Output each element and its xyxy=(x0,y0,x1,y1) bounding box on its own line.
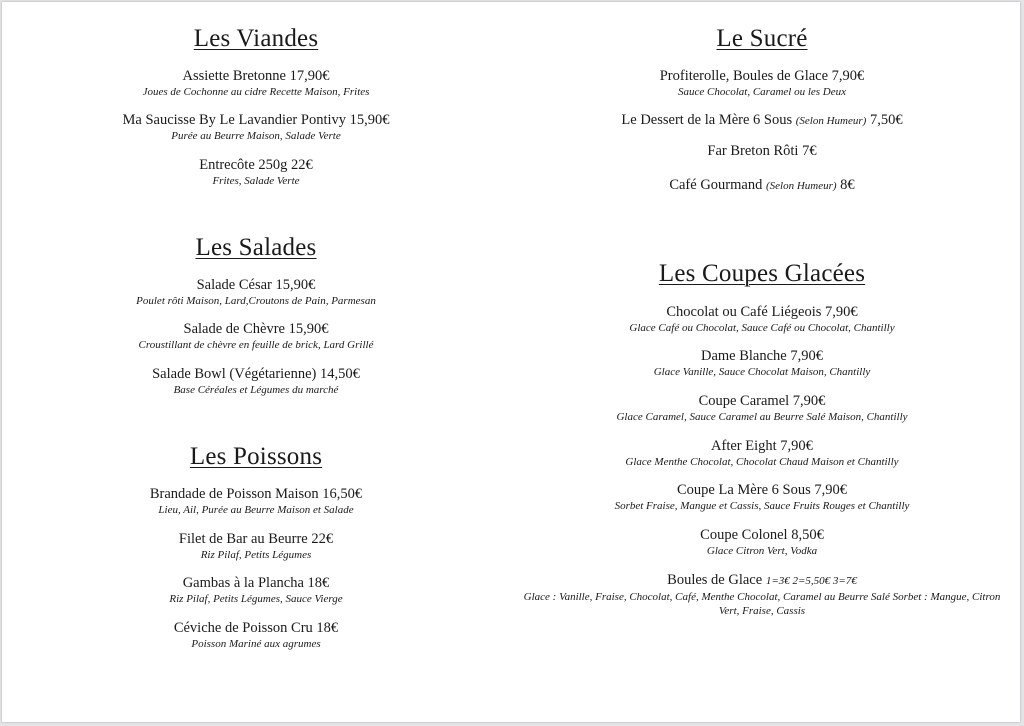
menu-item xyxy=(502,304,1022,335)
item-desc: Purée au Beurre Maison, Salade Verte xyxy=(171,130,341,142)
menu-item xyxy=(502,112,1022,130)
item-name: Entrecôte 250g 22€ xyxy=(199,157,313,173)
menu-item xyxy=(2,321,510,352)
item-desc: Glace Caramel, Sauce Caramel au Beurre Salé Maison, Chantilly xyxy=(616,411,908,423)
section-title-salades: Les Salades xyxy=(195,234,317,261)
item-name-text: Le Dessert de la Mère 6 Sous xyxy=(621,112,796,128)
item-desc: Croustillant de chèvre en feuille de brick, Lard Grillé xyxy=(138,339,374,351)
item-name: Coupe Caramel 7,90€ xyxy=(698,393,826,409)
item-name: Salade de Chèvre 15,90€ xyxy=(183,321,329,337)
item-name: Ma Saucisse By Le Lavandier Pontivy 15,90€ xyxy=(122,112,390,128)
menu-item xyxy=(502,393,1022,424)
item-desc: Glace : Vanille, Fraise, Chocolat, Café, Menthe Chocolat, Caramel au Beurre Salé Sorbet : Mangue, Citron Vert, Fraise, Cassis xyxy=(523,591,1001,617)
item-name xyxy=(502,572,1022,590)
section-title-sucre: Le Sucré xyxy=(716,25,808,52)
section-title-poissons: Les Poissons xyxy=(189,443,323,470)
menu-item xyxy=(2,277,510,308)
menu-item xyxy=(2,486,510,517)
menu-item xyxy=(502,438,1022,469)
item-name: Salade César 15,90€ xyxy=(196,277,316,293)
menu-item xyxy=(2,620,510,651)
item-name: Filet de Bar au Beurre 22€ xyxy=(178,531,334,547)
menu-item xyxy=(502,482,1022,513)
menu-page xyxy=(2,2,1020,722)
item-name xyxy=(502,112,1022,130)
item-name-text: Boules de Glace xyxy=(667,572,766,588)
item-name: After Eight 7,90€ xyxy=(711,438,813,454)
menu-item xyxy=(502,572,1022,618)
item-desc: Frites, Salade Verte xyxy=(212,175,300,187)
item-name: Coupe La Mère 6 Sous 7,90€ xyxy=(677,482,847,498)
section-sucre xyxy=(502,24,1022,54)
item-name: Dame Blanche 7,90€ xyxy=(700,348,823,364)
item-name: Chocolat ou Café Liégeois 7,90€ xyxy=(666,304,858,320)
section-viandes xyxy=(2,24,510,54)
item-name: Coupe Colonel 8,50€ xyxy=(700,527,824,543)
menu-item xyxy=(502,143,1022,160)
item-desc: Poisson Mariné aux agrumes xyxy=(191,638,321,650)
item-note: (Selon Humeur) xyxy=(765,180,837,192)
menu-item xyxy=(502,527,1022,558)
item-desc: Glace Café ou Chocolat, Sauce Café ou Chocolat, Chantilly xyxy=(629,322,895,334)
item-desc: Sauce Chocolat, Caramel ou les Deux xyxy=(677,86,847,98)
item-desc: Riz Pilaf, Petits Légumes, Sauce Vierge xyxy=(169,593,343,605)
menu-item xyxy=(2,366,510,397)
item-desc: Glace Citron Vert, Vodka xyxy=(706,545,818,557)
menu-item xyxy=(2,68,510,99)
menu-item xyxy=(2,531,510,562)
item-desc: Riz Pilaf, Petits Légumes xyxy=(200,549,312,561)
item-desc: Poulet rôti Maison, Lard,Croutons de Pain, Parmesan xyxy=(136,295,376,307)
item-name: Céviche de Poisson Cru 18€ xyxy=(173,620,339,636)
item-note: 1=3€ 2=5,50€ 3=7€ xyxy=(765,575,857,587)
item-desc: Base Céréales et Légumes du marché xyxy=(173,384,339,396)
section-salades xyxy=(2,233,510,263)
section-title-viandes: Les Viandes xyxy=(193,25,319,52)
menu-item xyxy=(502,68,1022,99)
item-name: Far Breton Rôti 7€ xyxy=(707,143,817,159)
section-title-coupes: Les Coupes Glacées xyxy=(658,260,866,287)
item-price: 7,50€ xyxy=(866,112,903,128)
item-note: (Selon Humeur) xyxy=(795,115,867,127)
item-desc: Glace Menthe Chocolat, Chocolat Chaud Maison et Chantilly xyxy=(625,456,899,468)
item-name: Brandade de Poisson Maison 16,50€ xyxy=(149,486,363,502)
item-name: Assiette Bretonne 17,90€ xyxy=(182,68,330,84)
item-desc: Sorbet Fraise, Mangue et Cassis, Sauce Fruits Rouges et Chantilly xyxy=(614,500,910,512)
menu-item xyxy=(502,348,1022,379)
section-poissons xyxy=(2,442,510,472)
item-name xyxy=(502,177,1022,195)
section-coupes xyxy=(502,259,1022,289)
menu-item xyxy=(2,157,510,188)
item-price: 8€ xyxy=(836,177,855,193)
item-desc: Glace Vanille, Sauce Chocolat Maison, Chantilly xyxy=(653,366,871,378)
menu-item xyxy=(502,177,1022,195)
item-name: Profiterolle, Boules de Glace 7,90€ xyxy=(659,68,865,84)
item-desc: Joues de Cochonne au cidre Recette Maison, Frites xyxy=(142,86,370,98)
item-name: Gambas à la Plancha 18€ xyxy=(182,575,330,591)
item-name: Salade Bowl (Végétarienne) 14,50€ xyxy=(152,366,360,382)
menu-item xyxy=(2,112,510,143)
menu-item xyxy=(2,575,510,606)
item-desc: Lieu, Ail, Purée au Beurre Maison et Salade xyxy=(158,504,354,516)
item-name-text: Café Gourmand xyxy=(669,177,766,193)
